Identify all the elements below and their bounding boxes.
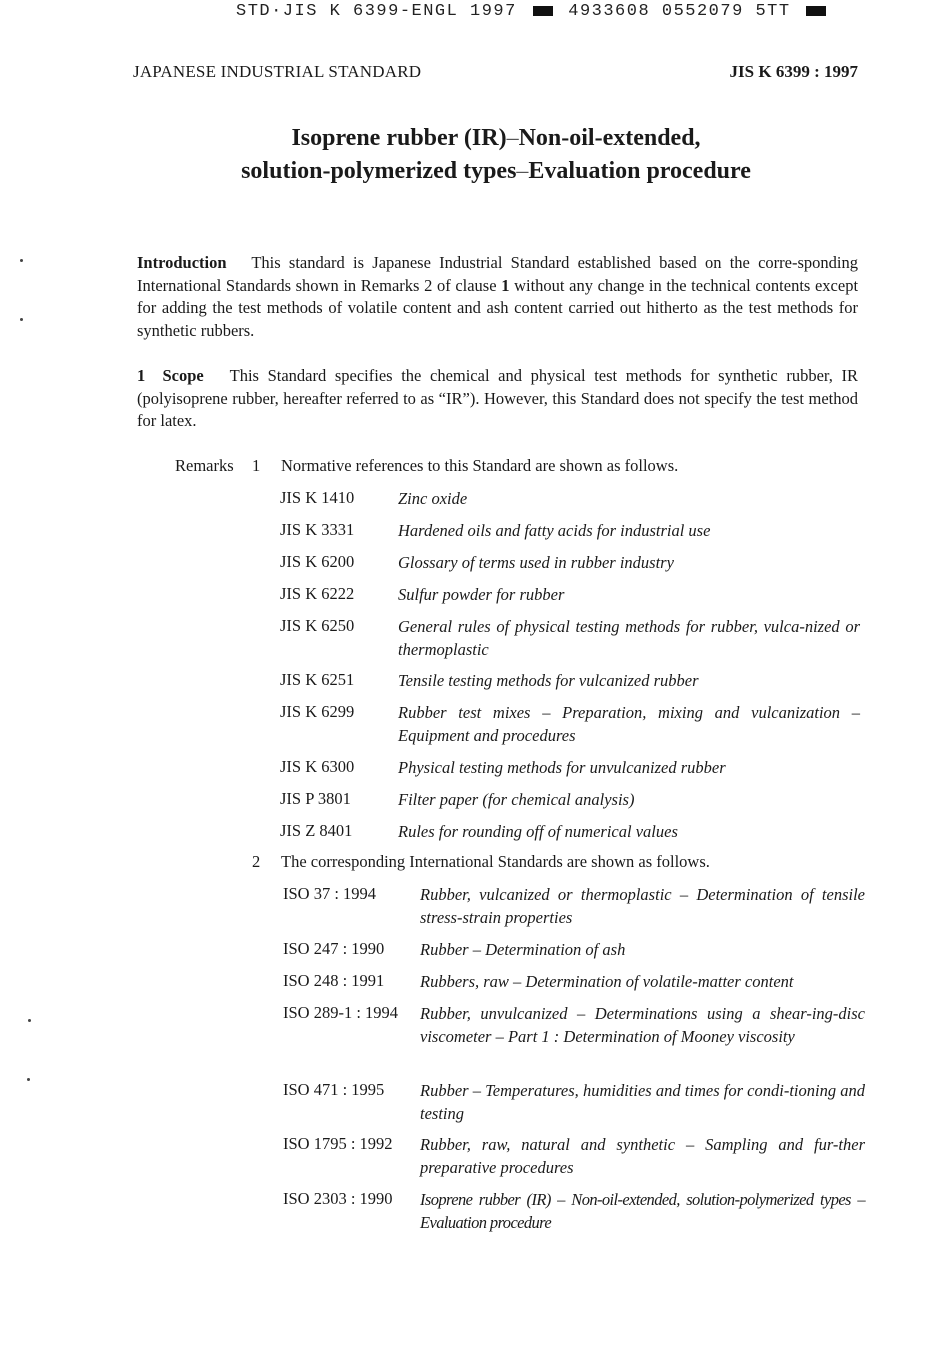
jis-ref-code: JIS P 3801 <box>280 789 351 808</box>
iso-ref-code: ISO 289-1 : 1994 <box>283 1003 399 1022</box>
iso-ref-title: Isoprene rubber (IR) – Non-oil-extended, solution-polymerized types – Evaluation procedure <box>420 1190 865 1232</box>
jis-ref-code: JIS K 6200 <box>280 552 355 571</box>
standard-header: JAPANESE INDUSTRIAL STANDARD <box>133 62 422 81</box>
title-line-1: Isoprene rubber (IR)–Non-oil-extended, <box>291 125 701 151</box>
jis-ref-code: JIS Z 8401 <box>280 821 353 840</box>
iso-ref-title: Rubber, unvulcanized – Determinations using a shear-ing-disc viscometer – Part 1 : Determination of Mooney viscosity <box>420 1004 865 1046</box>
jis-ref-title: Filter paper (for chemical analysis) <box>398 790 635 809</box>
introduction-label: Introduction <box>137 253 227 272</box>
jis-ref-title: Physical testing methods for unvulcanized rubber <box>398 758 726 777</box>
standard-number: JIS K 6399 : 1997 <box>729 62 858 81</box>
jis-ref-title: Rubber test mixes – Preparation, mixing and vulcanization – Equipment and procedures <box>398 703 860 745</box>
page-title <box>0 122 950 188</box>
iso-ref-code: ISO 2303 : 1990 <box>283 1189 393 1208</box>
scan-speck <box>20 318 23 321</box>
redaction-block-icon <box>806 6 826 16</box>
iso-ref-code: ISO 471 : 1995 <box>283 1080 385 1099</box>
scan-speck <box>20 259 23 262</box>
jis-ref-title: Rules for rounding off of numerical values <box>398 822 678 841</box>
document-stamp <box>236 2 830 21</box>
remarks-item-1-number: 1 <box>252 456 261 475</box>
stamp-text-mid: 4933608 0552079 5TT <box>568 2 791 21</box>
scan-speck <box>28 1019 31 1022</box>
jis-ref-code: JIS K 6251 <box>280 670 355 689</box>
scan-speck <box>27 1078 30 1081</box>
scope-paragraph: 1 Scope This Standard specifies the chemical and physical test methods for synthetic rubber, IR (polyisoprene rubber, hereafter referred to as “IR”). However, this Standard does not specify the test method for latex. <box>137 366 859 430</box>
jis-ref-title: Zinc oxide <box>398 489 468 508</box>
jis-ref-code: JIS K 6222 <box>280 584 355 603</box>
redaction-block-icon <box>533 6 553 16</box>
jis-ref-title: Tensile testing methods for vulcanized rubber <box>398 671 699 690</box>
iso-ref-title: Rubber, raw, natural and synthetic – Sampling and fur-ther preparative procedures <box>420 1135 865 1177</box>
remarks-item-1-text: Normative references to this Standard are shown as follows. <box>281 456 679 475</box>
stamp-text-left: STD·JIS K 6399-ENGL 1997 <box>236 2 517 21</box>
iso-ref-code: ISO 248 : 1991 <box>283 971 385 990</box>
remarks-item-2-text: The corresponding International Standards are shown as follows. <box>281 852 710 871</box>
clause-ref: 1 <box>501 275 510 295</box>
introduction-paragraph: Introduction This standard is Japanese Industrial Standard established based on the corre-sponding International Standards shown in Remarks 2 of clause 1 without any change in the technical contents except for adding the test methods of volatile content and ash content carried out hitherto as the test methods for synthetic rubbers. <box>137 253 859 340</box>
jis-ref-code: JIS K 6300 <box>280 757 355 776</box>
jis-ref-title: Sulfur powder for rubber <box>398 585 565 604</box>
iso-ref-title: Rubber – Temperatures, humidities and times for condi-tioning and testing <box>420 1081 865 1123</box>
title-line-2: solution-polymerized types–Evaluation procedure <box>241 158 751 184</box>
iso-ref-title: Rubber – Determination of ash <box>420 940 626 959</box>
jis-ref-code: JIS K 1410 <box>280 488 355 507</box>
iso-ref-code: ISO 37 : 1994 <box>283 884 377 903</box>
scope-label: Scope <box>162 366 204 385</box>
jis-ref-code: JIS K 3331 <box>280 520 355 539</box>
scope-number: 1 <box>137 366 146 385</box>
jis-ref-code: JIS K 6299 <box>280 702 355 721</box>
jis-ref-title: General rules of physical testing methods for rubber, vulca-nized or thermoplastic <box>398 617 860 659</box>
iso-ref-title: Rubber, vulcanized or thermoplastic – Determination of tensile stress-strain properties <box>420 885 865 927</box>
jis-ref-title: Glossary of terms used in rubber industry <box>398 553 674 572</box>
remarks-label: Remarks <box>175 456 234 475</box>
remarks-item-2-number: 2 <box>252 852 261 871</box>
jis-ref-code: JIS K 6250 <box>280 616 355 635</box>
jis-ref-title: Hardened oils and fatty acids for industrial use <box>398 521 711 540</box>
iso-ref-code: ISO 247 : 1990 <box>283 939 385 958</box>
iso-ref-title: Rubbers, raw – Determination of volatile-matter content <box>420 972 794 991</box>
iso-ref-code: ISO 1795 : 1992 <box>283 1134 393 1153</box>
